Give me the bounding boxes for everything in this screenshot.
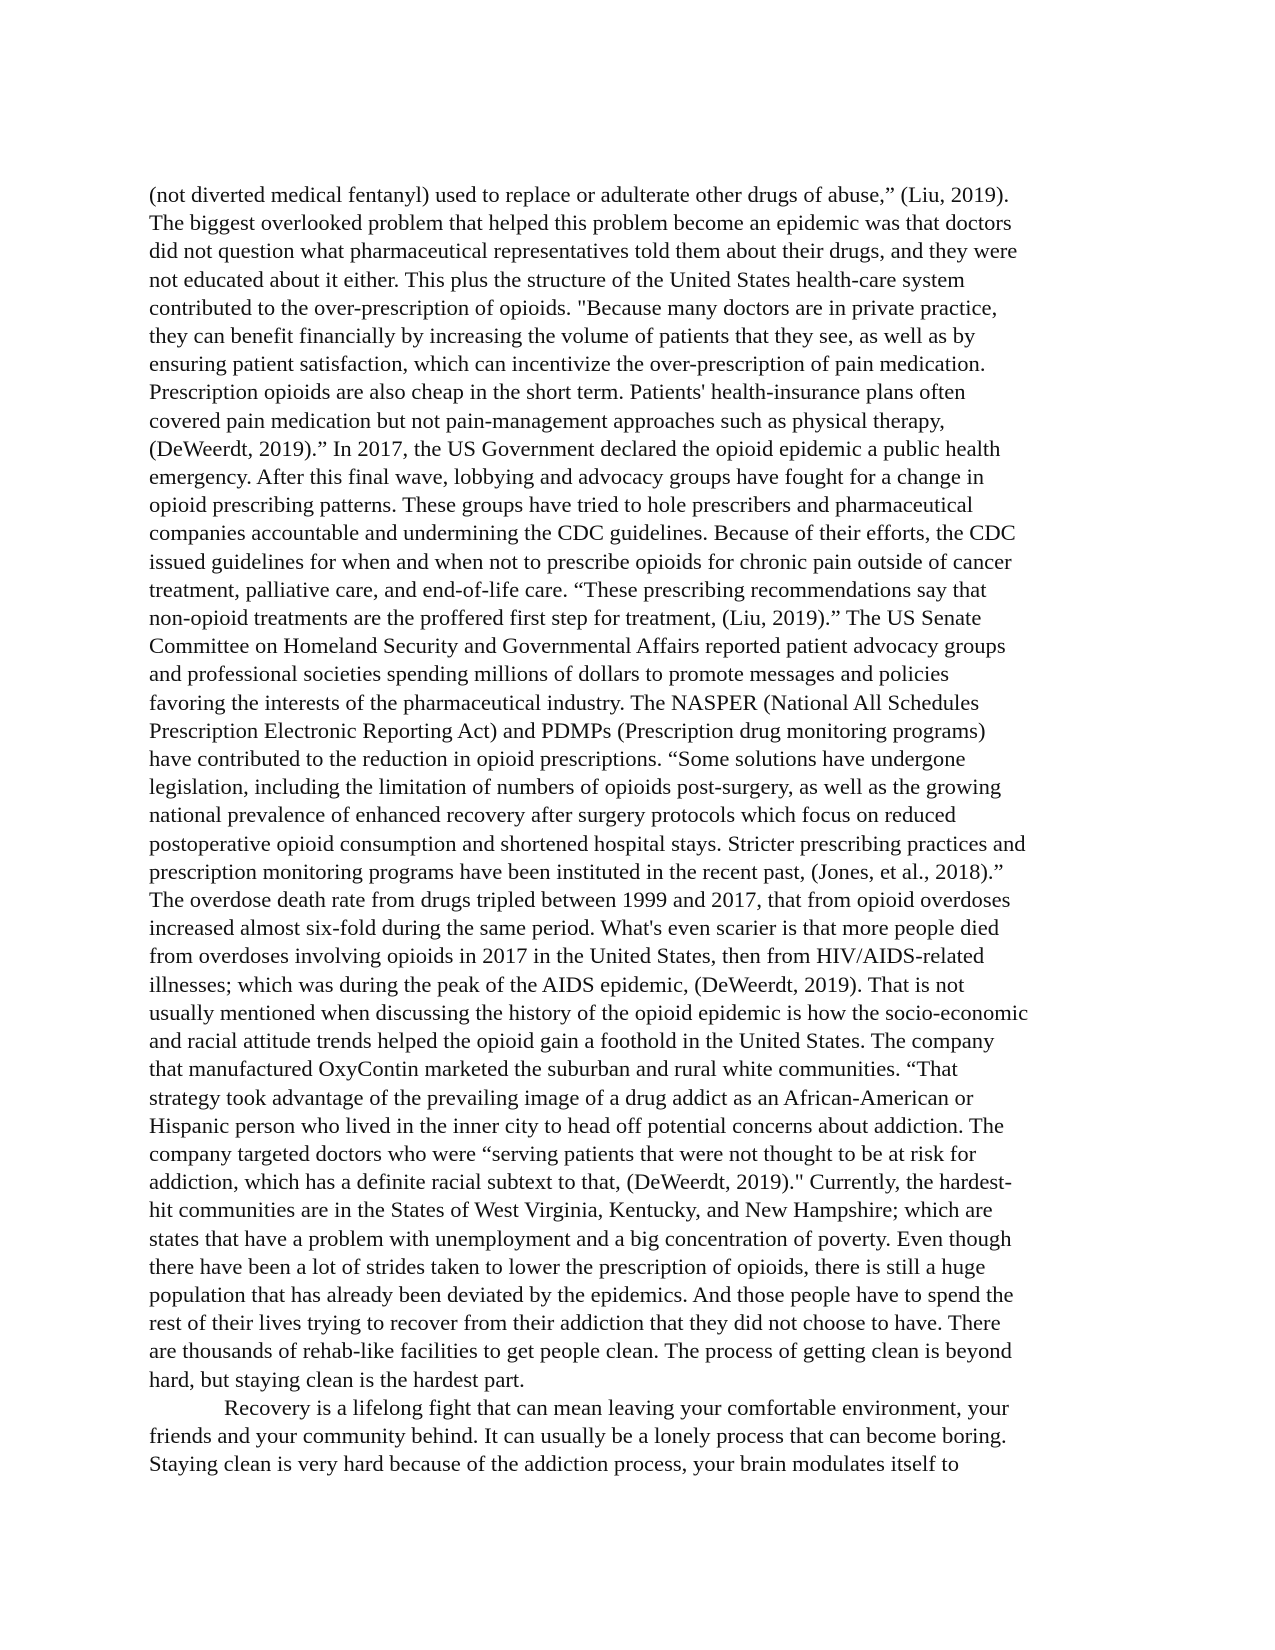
text-line: The overdose death rate from drugs tripled between 1999 and 2017, that from opioid overdoses bbox=[149, 887, 1011, 913]
text-line: issued guidelines for when and when not to prescribe opioids for chronic pain outside of cancer bbox=[149, 548, 1012, 574]
text-line: contributed to the over-prescription of opioids. "Because many doctors are in private practice, bbox=[149, 294, 998, 320]
text-line: usually mentioned when discussing the history of the opioid epidemic is how the socio-economic bbox=[149, 999, 1029, 1025]
text-line: Hispanic person who lived in the inner city to head off potential concerns about addiction. The bbox=[149, 1112, 1004, 1138]
text-line: rest of their lives trying to recover from their addiction that they did not choose to have. There bbox=[149, 1310, 1001, 1336]
text-line: Prescription opioids are also cheap in the short term. Patients' health-insurance plans often bbox=[149, 379, 966, 405]
text-line: postoperative opioid consumption and shortened hospital stays. Stricter prescribing practices and bbox=[149, 830, 1026, 856]
text-line: company targeted doctors who were “serving patients that were not thought to be at risk for bbox=[149, 1140, 977, 1166]
text-line: treatment, palliative care, and end-of-life care. “These prescribing recommendations say that bbox=[149, 576, 987, 602]
text-line: there have been a lot of strides taken to lower the prescription of opioids, there is still a huge bbox=[149, 1253, 986, 1279]
text-line: not educated about it either. This plus the structure of the United States health-care system bbox=[149, 266, 965, 292]
text-line: that manufactured OxyContin marketed the suburban and rural white communities. “That bbox=[149, 1056, 958, 1082]
text-line: Staying clean is very hard because of the addiction process, your brain modulates itself to bbox=[149, 1451, 959, 1477]
text-line: Prescription Electronic Reporting Act) and PDMPs (Prescription drug monitoring programs) bbox=[149, 717, 986, 743]
text-line: national prevalence of enhanced recovery after surgery protocols which focus on reduced bbox=[149, 802, 956, 828]
text-line: strategy took advantage of the prevailing image of a drug addict as an African-American or bbox=[149, 1084, 974, 1110]
text-line: friends and your community behind. It can usually be a lonely process that can become boring. bbox=[149, 1422, 1007, 1448]
text-line: addiction, which has a definite racial subtext to that, (DeWeerdt, 2019)." Currently, the hardest- bbox=[149, 1169, 1012, 1195]
text-line: (not diverted medical fentanyl) used to replace or adulterate other drugs of abuse,” (Liu, 2019). bbox=[149, 182, 1010, 207]
text-line: have contributed to the reduction in opioid prescriptions. “Some solutions have undergone bbox=[149, 746, 966, 772]
text-line: (DeWeerdt, 2019).” In 2017, the US Government declared the opioid epidemic a public health bbox=[149, 435, 1001, 461]
text-line: opioid prescribing patterns. These groups have tried to hole prescribers and pharmaceutical bbox=[149, 492, 973, 518]
text-line: hit communities are in the States of West Virginia, Kentucky, and New Hampshire; which are bbox=[149, 1197, 993, 1223]
text-line: ensuring patient satisfaction, which can incentivize the over-prescription of pain medication. bbox=[149, 351, 986, 377]
text-line: favoring the interests of the pharmaceutical industry. The NASPER (National All Schedules bbox=[149, 689, 980, 715]
text-line: non-opioid treatments are the proffered first step for treatment, (Liu, 2019).” The US Senate bbox=[149, 605, 982, 631]
text-line: The biggest overlooked problem that helped this problem become an epidemic was that doctors bbox=[149, 210, 1012, 236]
text-line: Recovery is a lifelong fight that can mean leaving your comfortable environment, your bbox=[224, 1394, 1009, 1420]
paragraph-2 bbox=[149, 1394, 1149, 1479]
text-line: Committee on Homeland Security and Governmental Affairs reported patient advocacy groups bbox=[149, 633, 1006, 659]
text-line: emergency. After this final wave, lobbying and advocacy groups have fought for a change in bbox=[149, 464, 985, 490]
body-text bbox=[149, 181, 1149, 1478]
text-line: illnesses; which was during the peak of the AIDS epidemic, (DeWeerdt, 2019). That is not bbox=[149, 971, 965, 997]
text-line: from overdoses involving opioids in 2017 in the United States, then from HIV/AIDS-related bbox=[149, 943, 985, 969]
text-line: prescription monitoring programs have been instituted in the recent past, (Jones, et al., 2018).” bbox=[149, 858, 1004, 884]
text-line: did not question what pharmaceutical representatives told them about their drugs, and they were bbox=[149, 238, 1018, 264]
text-line: and professional societies spending millions of dollars to promote messages and policies bbox=[149, 661, 950, 687]
text-line: and racial attitude trends helped the opioid gain a foothold in the United States. The company bbox=[149, 1028, 995, 1054]
text-line: covered pain medication but not pain-management approaches such as physical therapy, bbox=[149, 407, 945, 433]
text-line: are thousands of rehab-like facilities to get people clean. The process of getting clean is beyond bbox=[149, 1338, 1012, 1364]
text-line: they can benefit financially by increasing the volume of patients that they see, as well as by bbox=[149, 323, 976, 349]
text-line: population that has already been deviated by the epidemics. And those people have to spend the bbox=[149, 1281, 1014, 1307]
text-line: states that have a problem with unemployment and a big concentration of poverty. Even though bbox=[149, 1225, 1012, 1251]
text-line: companies accountable and undermining the CDC guidelines. Because of their efforts, the CDC bbox=[149, 520, 1016, 546]
text-line: increased almost six-fold during the same period. What's even scarier is that more people died bbox=[149, 915, 1000, 941]
paragraph-1 bbox=[149, 181, 1149, 1394]
text-line: legislation, including the limitation of numbers of opioids post-surgery, as well as the growing bbox=[149, 774, 1002, 800]
text-line: hard, but staying clean is the hardest part. bbox=[149, 1366, 525, 1392]
